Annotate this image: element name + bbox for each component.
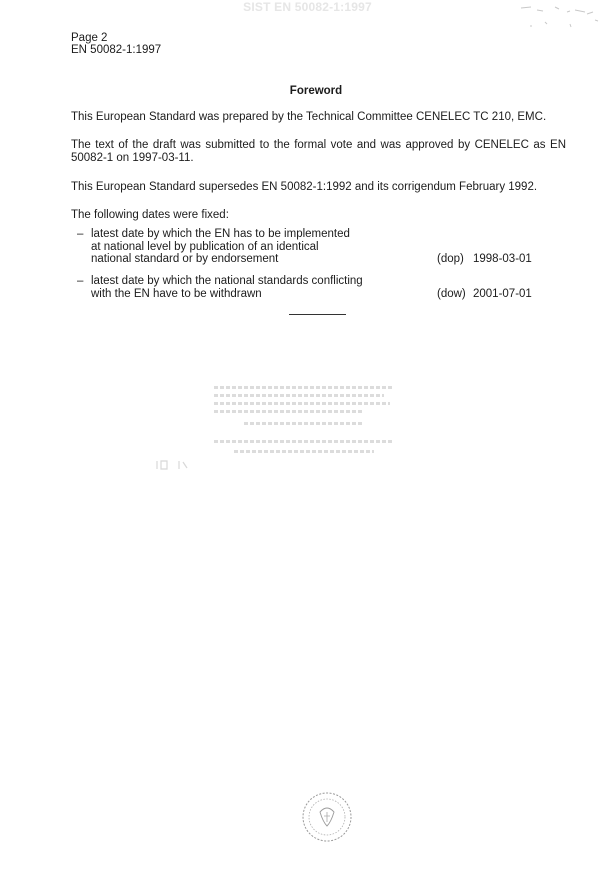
- scan-noise-marks: [515, 4, 605, 34]
- date-value: 2001-07-01: [473, 288, 532, 300]
- date-code: (dow): [437, 288, 466, 300]
- foreword-title: Foreword: [289, 85, 343, 97]
- paragraph-supersedes: This European Standard supersedes EN 50082-1:1992 and its corrigendum February 1992.: [71, 181, 538, 193]
- faint-mark: [155, 458, 195, 472]
- paragraph-dates-intro: The following dates were fixed:: [71, 209, 229, 221]
- date-code: (dop): [437, 253, 464, 265]
- seal-stamp: [300, 790, 354, 844]
- list-dash: –: [77, 275, 84, 287]
- date-value: 1998-03-01: [473, 253, 532, 265]
- description-line: national standard or by endorsement: [91, 253, 279, 265]
- date-item-description: [91, 228, 411, 266]
- page-number: Page 2: [71, 32, 108, 44]
- description-line: latest date by which the national standards conflicting: [91, 275, 363, 287]
- list-dash: –: [77, 228, 84, 240]
- closing-rule: [289, 314, 346, 315]
- standard-number: EN 50082-1:1997: [71, 44, 162, 56]
- paragraph-prepared-by: This European Standard was prepared by the Technical Committee CENELEC TC 210, EMC.: [71, 111, 547, 123]
- description-line: at national level by publication of an identical: [91, 240, 319, 253]
- watermark-text: SIST EN 50082-1:1997: [243, 0, 372, 14]
- date-item-description: [91, 275, 411, 300]
- description-line: latest date by which the EN has to be implemented: [91, 228, 350, 240]
- faded-stamp-bleedthrough: [214, 382, 394, 464]
- paragraph-approval: The text of the draft was submitted to the formal vote and was approved by CENELEC as EN 50082-1 on 1997-03-11.: [71, 139, 566, 164]
- description-line: with the EN have to be withdrawn: [91, 287, 262, 300]
